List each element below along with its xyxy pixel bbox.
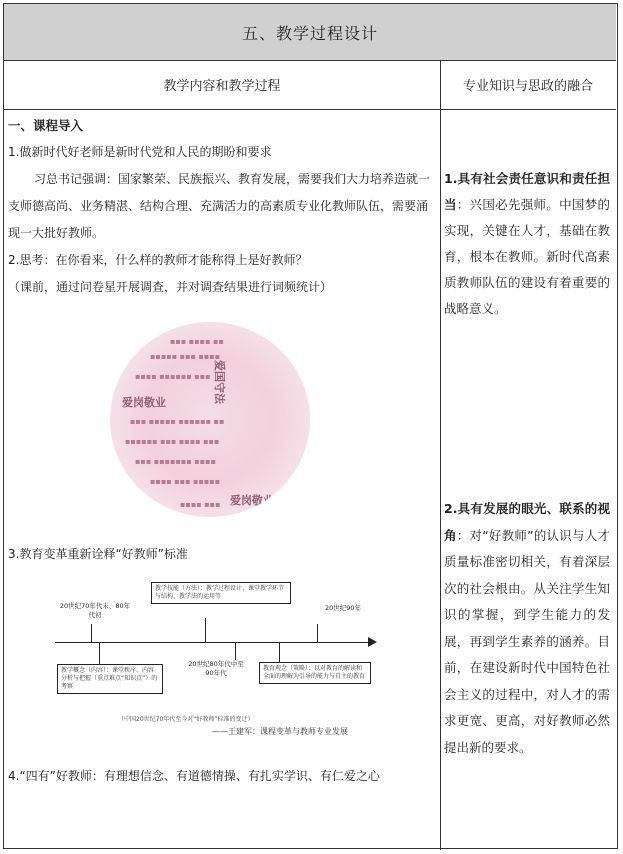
timeline-caption: （中国20世纪70年代至今对“好教师”标准的变迁） (118, 716, 254, 723)
timeline-source: ——王建军：课程变革与教师专业发展 (212, 727, 348, 736)
timeline-label-90s: 20世纪90年 (324, 604, 362, 612)
timeline-label-70s: 20世纪70年代末、80年代初 (59, 602, 131, 619)
word-cloud-term-3: 爱岗敬业 (230, 494, 274, 507)
paragraph-four-haves (8, 761, 432, 791)
integration-point-1 (444, 166, 610, 322)
column-divider (440, 61, 441, 850)
timeline-box-skills: 教学技能（方法）：教学过程设计、课堂教学环节与结构、教学法的运用等 (151, 582, 291, 604)
timeline-box-concepts: 教育观念（策略）：以对教育的解读和全面的理解为引导的能力与自主的教育 (259, 662, 371, 684)
word-cloud-term-2: 爱国守法 (213, 360, 226, 404)
timeline-label-80s: 20世纪80年代中至90年代 (188, 660, 244, 677)
integration-point-2 (444, 496, 610, 761)
integration-point-1-title: 1.具有社会责任意识和责任担当 (444, 171, 610, 212)
integration-point-1-body: ：兴国必先强师。中国梦的实现，关键在人才，基础在教育，根本在教师。新时代高素质教师队伍的建设有着重要的战略意义。 (444, 197, 610, 316)
paragraph-quote: 习总书记强调：国家繁荣、民族振兴、教育发展，需要我们大力培养造就一支师德高尚、业务精湛、结构合理、充满活力的高素质专业化教师队伍，需要涌现一大批好教师。 (8, 172, 431, 240)
table-title: 五、教学过程设计 (4, 4, 616, 61)
section-title: 一、课程导入 (8, 118, 84, 133)
paragraph-survey-note: （课前，通过问卷星开展调查，并对调查结果进行词频统计） (8, 280, 333, 294)
timeline-box-content: 教学概念（内容）：课堂秩序、内容分析与把握（重点难点“知识点”）的考察 (57, 664, 163, 694)
integration-point-2-title: 2.具有发展的眼光、联系的视角 (444, 501, 610, 543)
paragraph-reform (8, 541, 432, 568)
column-header-integration: 专业知识与思政的融合 (462, 79, 593, 94)
paragraph-1: 1.做新时代好老师是新时代党和人民的期盼和要求 (8, 145, 272, 159)
column-header-teaching-process: 教学内容和教学过程 (163, 79, 281, 94)
word-cloud-term-1: 爱岗敬业 (122, 396, 166, 409)
paragraph-question: 2.思考：在你看来，什么样的教师才能称得上是好教师？ (8, 253, 308, 267)
timeline-axis (55, 642, 370, 643)
paragraph-four-haves-text: 4.“四有”好教师：有理想信念、有道德情操、有扎实学识、有仁爱之心 (8, 769, 380, 783)
table-header-row (4, 61, 616, 110)
teaching-content-cell (8, 112, 432, 301)
timeline-diagram (55, 578, 380, 713)
word-cloud-image: 爱岗敬业 爱国守法 爱岗敬业 ▪▪▪▪▪ ▪▪▪ ▪▪▪▪ ▪▪▪▪ ▪▪▪▪▪▪ ▪▪▪ ▪▪▪ ▪▪▪▪▪ ▪▪▪▪▪▪ ▪▪ ▪▪▪▪▪▪ ▪▪▪ ▪▪▪▪ ▪▪▪ ▪▪▪ ▪▪▪▪▪▪▪ ▪▪▪▪ ▪▪▪▪ ▪▪▪ ▪▪▪▪▪ ▪▪▪ ▪▪▪▪ ▪▪ ▪▪▪▪ ▪▪▪ (110, 322, 310, 517)
integration-point-2-body: ：对“好教师”的认识与人才质量标准密切相关，有着深层次的社会根由。从关注学生知识的掌握，到学生能力的发展，再到学生素养的涵养。目前，在建设新时代中国特色社会主义的过程中，对人才的需求更宽、更高，对好教师必然提出新的要求。 (444, 527, 610, 755)
timeline-arrow (368, 637, 377, 647)
paragraph-reform-text: 3.教育变革重新诠释“好教师”标准 (8, 547, 188, 561)
